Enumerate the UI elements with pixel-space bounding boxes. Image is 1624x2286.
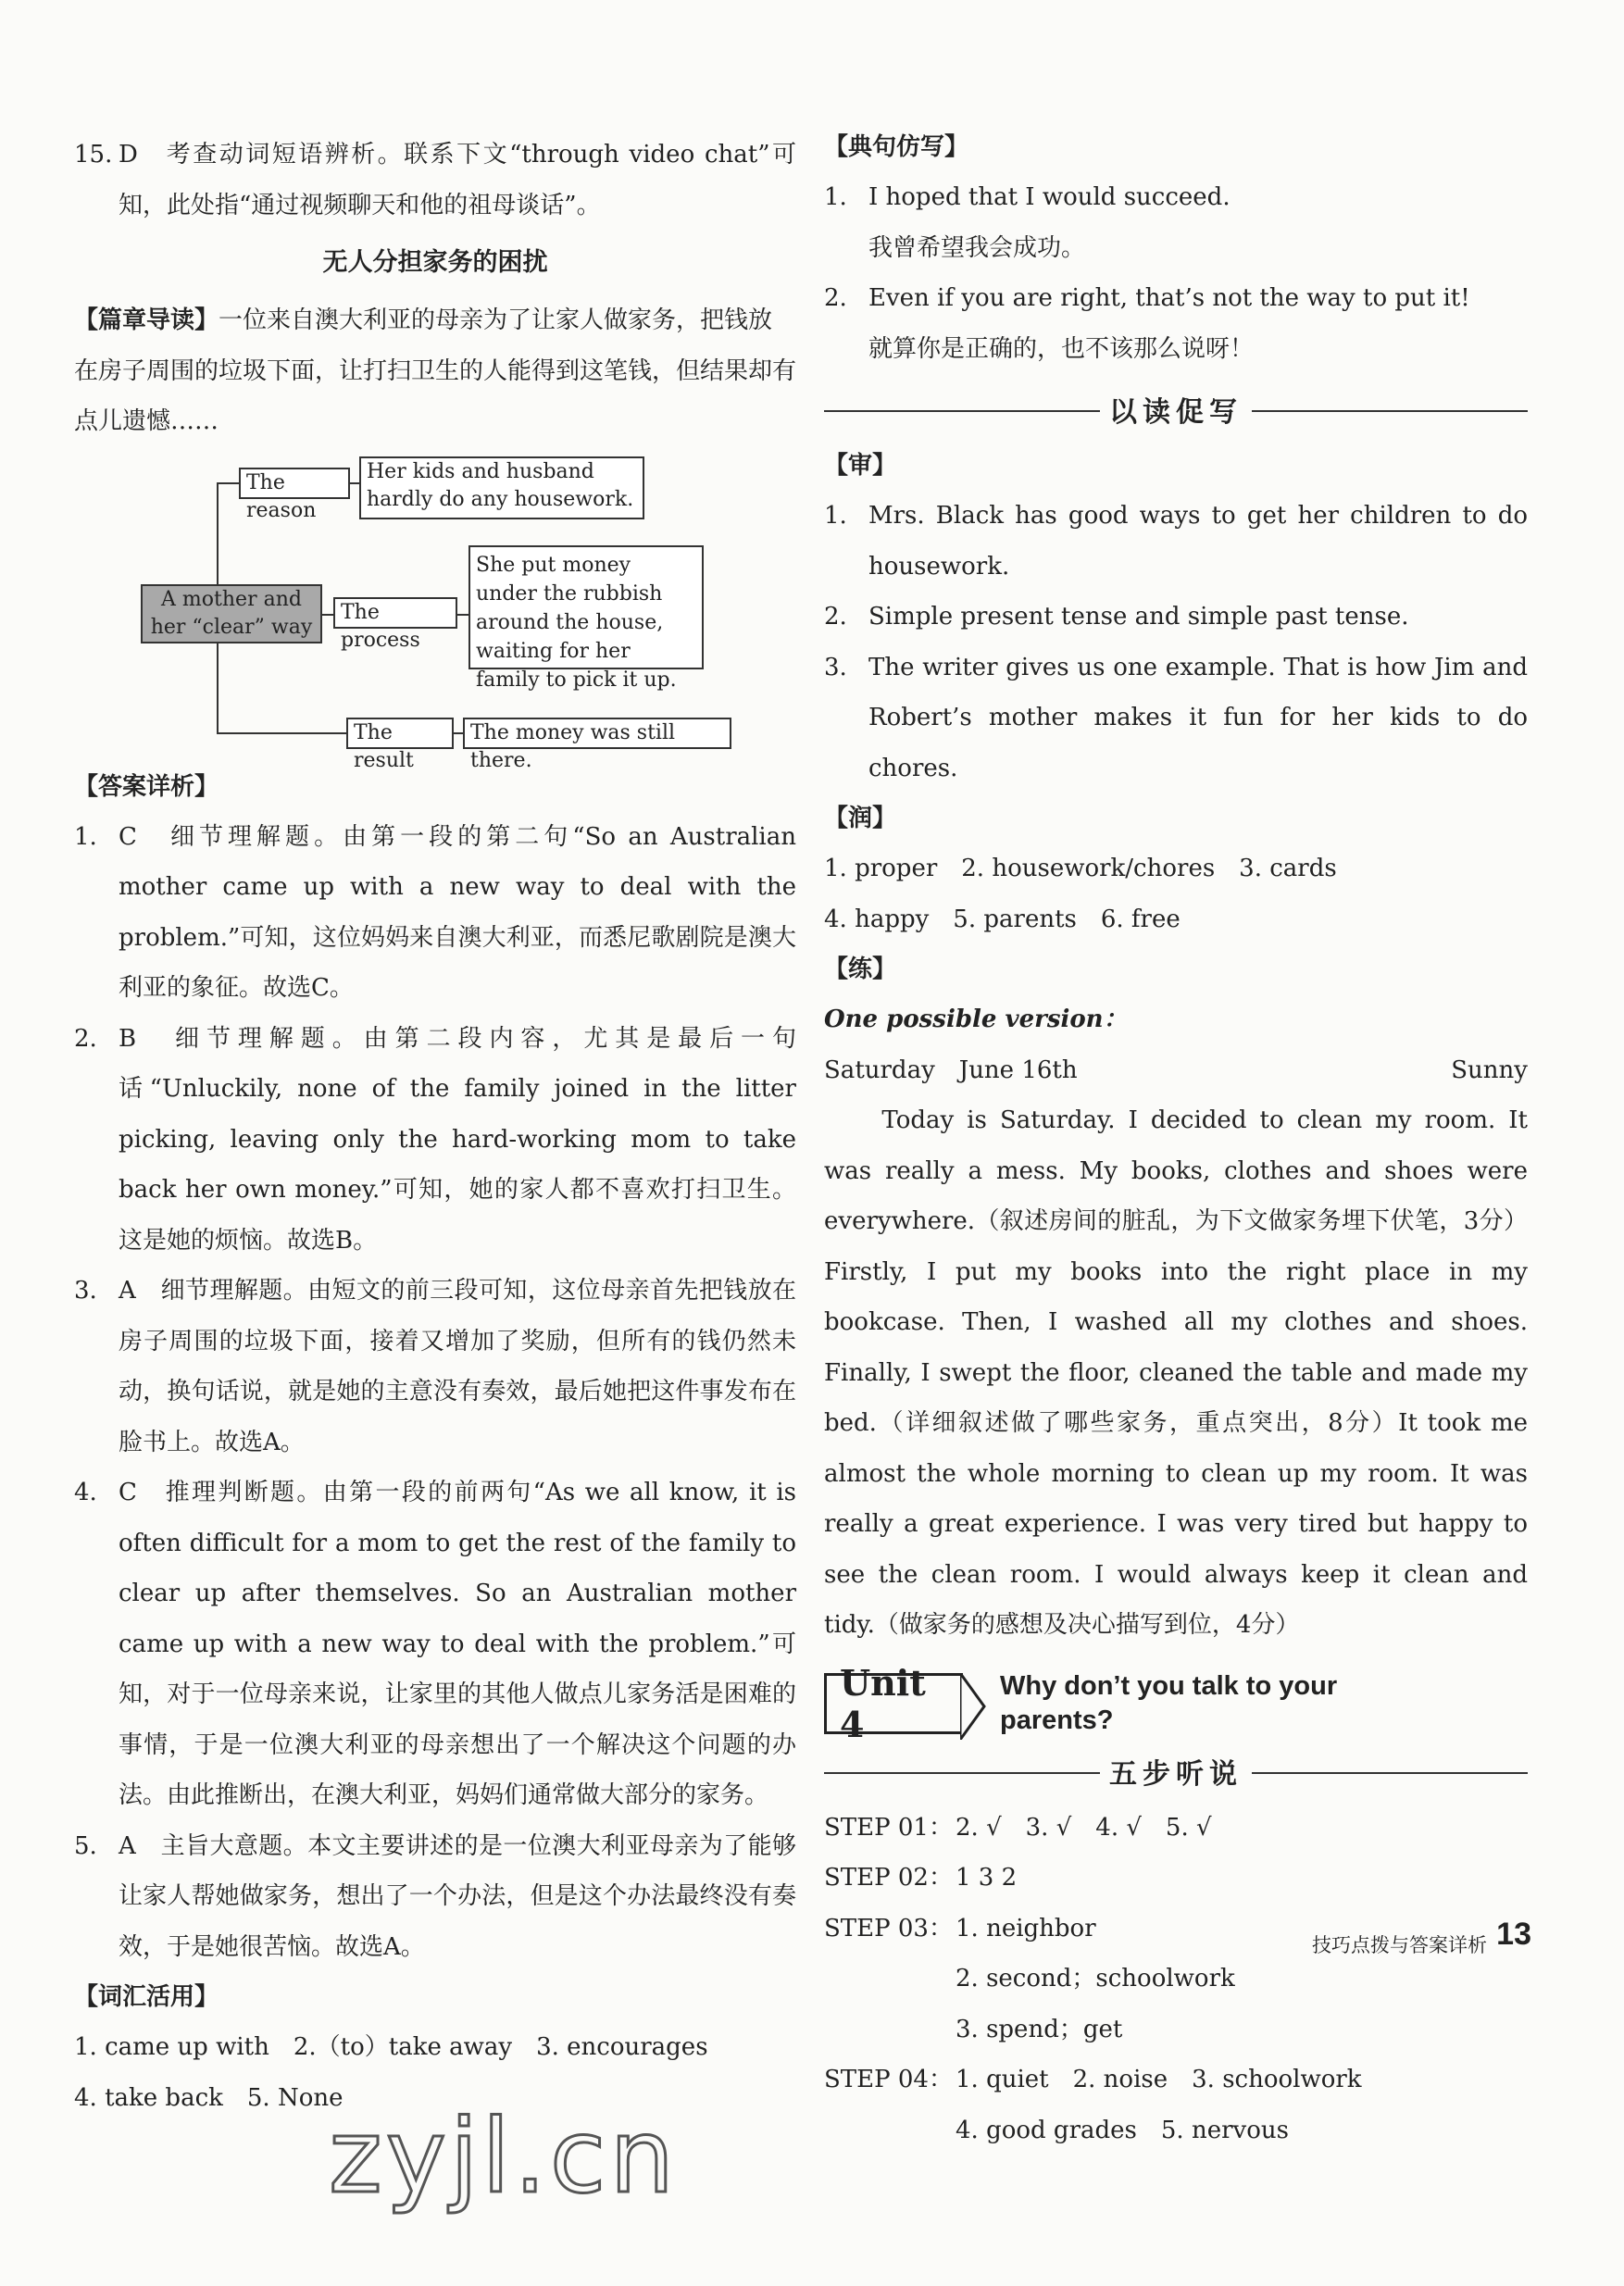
answer-item-15 xyxy=(74,130,796,231)
step-row xyxy=(824,1853,1528,1904)
step-text: 3. spend；get xyxy=(956,2015,1123,2043)
unit-title xyxy=(1000,1669,1337,1738)
unit-badge-label: Unit 4 xyxy=(840,1661,926,1745)
answer-item-2 xyxy=(74,1014,796,1267)
answers-section-label: 【答案详析】 xyxy=(74,772,219,801)
shen-item-2 xyxy=(824,592,1528,643)
diagram-process-text: She put money under the rubbish around the house, waiting for her family to pick it up. xyxy=(468,545,704,669)
item-text: A 主旨大意题。本文主要讲述的是一位澳大利亚母亲为了能够让家人帮她做家务，想出了一个办法，但是这个办法最终没有奏效，于是她很苦恼。故选A。 xyxy=(119,1831,796,1961)
guide-text: 一位来自澳大利亚的母亲为了让家人做家务，把钱放在房子周围的垃圾下面，让打扫卫生的人能得到这笔钱，但结果却有点儿遗憾…… xyxy=(74,306,797,435)
step-label xyxy=(824,1954,956,2005)
step-label xyxy=(824,2005,956,2055)
shen-item-1 xyxy=(824,491,1528,592)
step-label: STEP 03： xyxy=(824,1914,953,1942)
answer-item-1 xyxy=(74,812,796,1014)
step-label: STEP 02： xyxy=(824,1864,953,1892)
item-number: 2. xyxy=(824,284,847,312)
diagram-trunk-line xyxy=(217,482,219,584)
diagram-reason-text: Her kids and husband hardly do any housework. xyxy=(359,456,644,519)
item-text: D 考查动词短语辨析。联系下文“through video chat”可知，此处指“通过视频聊天和他的祖母谈话”。 xyxy=(119,141,796,219)
step-row xyxy=(824,1803,1528,1854)
chapter-guide xyxy=(74,295,796,447)
item-number: 2. xyxy=(824,603,847,631)
step-row xyxy=(824,1954,1528,2005)
section-label: 【篇章导读】 xyxy=(74,306,219,334)
lian-section-label: 【练】 xyxy=(824,956,897,983)
step-text: 2. second；schoolwork xyxy=(956,1965,1235,1992)
diagram-branch-line xyxy=(322,614,333,616)
arrow-icon xyxy=(960,1673,988,1740)
article-title: 无人分担家务的困扰 xyxy=(322,248,548,277)
item-number: 3. xyxy=(74,1277,97,1305)
step-label: STEP 04： xyxy=(824,2066,953,2093)
unit-title-line: Why don’t you talk to your xyxy=(1000,1670,1338,1701)
item-number: 2. xyxy=(74,1024,97,1053)
step-text: 1. neighbor xyxy=(956,1914,1096,1942)
step-text: 1 3 2 xyxy=(956,1864,1018,1892)
item-chinese: 我曾希望我会成功。 xyxy=(868,233,1086,262)
answer-item-3 xyxy=(74,1266,796,1468)
steps-list xyxy=(824,1803,1528,2156)
item-english: I hoped that I would succeed. xyxy=(868,183,1230,211)
step-row xyxy=(824,2055,1528,2105)
imitation-section-label: 【典句仿写】 xyxy=(824,133,969,161)
step-label xyxy=(824,2105,956,2156)
unit-badge xyxy=(824,1661,963,1745)
footer-text: 技巧点拨与答案详析 xyxy=(1312,1934,1487,1956)
version-label: One possible version： xyxy=(824,1006,1128,1033)
vocab-line: 4. take back 5. None xyxy=(74,2083,344,2112)
diagram-reason-label: The reason xyxy=(239,468,350,499)
item-number: 15. xyxy=(74,141,113,169)
item-number: 5. xyxy=(74,1831,97,1860)
diary-weather: Sunny xyxy=(1451,1056,1528,1084)
item-number: 1. xyxy=(824,502,847,530)
answers-list xyxy=(74,812,796,1973)
step-row xyxy=(824,2005,1528,2055)
unit-title-line: parents? xyxy=(1000,1705,1114,1735)
diagram-root-box: A mother and her “clear” way xyxy=(141,584,322,643)
imitation-item-2 xyxy=(824,273,1528,374)
answer-item-4 xyxy=(74,1468,796,1821)
connector xyxy=(457,614,468,616)
item-text: C 推理判断题。由第一段的前两句“As we all know, it is often difficult for a mom to get the rest of the family to clear up after themselves. So an Australian mother came up with a new way to deal with the problem.”可知，对于一位母亲来说，让家里的其他人做点儿家务活是困难的事情，于是一位澳大利亚的母亲想出了一个解决这个问题的办法。由此推断出，在澳大利亚，妈妈们通常做大部分的家务。 xyxy=(119,1479,796,1809)
run-section-label: 【润】 xyxy=(824,805,897,832)
diagram-process-label: The process xyxy=(333,597,457,629)
page-number: 13 xyxy=(1496,1917,1531,1952)
diagram-result-label: The result xyxy=(346,718,454,749)
unit-header xyxy=(824,1661,1528,1745)
step-text: 4. good grades 5. nervous xyxy=(956,2116,1289,2144)
step-text: 1. quiet 2. noise 3. schoolwork xyxy=(956,2066,1362,2093)
item-chinese: 就算你是正确的，也不该那么说呀！ xyxy=(868,334,1255,363)
item-text: B 细节理解题。由第二段内容，尤其是最后一句话“Unluckily, none of the family joined in the litter picking, leaving only the hard-working mom to take back her own money.”可知，她的家人都不喜欢打扫卫生。这是她的烦恼。故选B。 xyxy=(119,1024,796,1255)
diagram-trunk-line xyxy=(217,643,219,732)
connector xyxy=(350,482,359,484)
structure-diagram xyxy=(74,456,796,772)
divider-label: 以读促写 xyxy=(1100,389,1252,430)
answer-item-5 xyxy=(74,1821,796,1973)
shen-item-3 xyxy=(824,643,1528,794)
item-text: A 细节理解题。由短文的前三段可知，这位母亲首先把钱放在房子周围的垃圾下面，接着又增加了奖励，但所有的钱仍然未动，换句话说，就是她的主意没有奏效，最后她把这件事发布在脸书上。故选A。 xyxy=(119,1277,796,1456)
watermark: zyjl.cn xyxy=(329,2097,679,2216)
left-column xyxy=(74,130,796,2123)
connector xyxy=(454,732,463,734)
item-content xyxy=(868,273,1528,374)
step-row xyxy=(824,2105,1528,2156)
item-number: 3. xyxy=(824,653,847,681)
item-number: 1. xyxy=(74,822,97,851)
item-text: Mrs. Black has good ways to get her children to do housework. xyxy=(868,502,1528,581)
divider-label: 五步听说 xyxy=(1100,1751,1252,1792)
item-text: C 细节理解题。由第一段的第二句“So an Australian mother came up with a new way to deal with the problem.”可知，这位妈妈来自澳大利亚，而悉尼歌剧院是澳大利亚的象征。故选C。 xyxy=(119,822,796,1002)
item-content xyxy=(868,172,1528,273)
item-text: Simple present tense and simple past tense. xyxy=(868,603,1409,631)
imitation-item-1 xyxy=(824,172,1528,273)
diagram-branch-line xyxy=(217,732,346,734)
diagram-result-text: The money was still there. xyxy=(463,718,731,749)
diary-header xyxy=(824,1045,1528,1096)
step-text: 2. √ 3. √ 4. √ 5. √ xyxy=(956,1813,1212,1842)
run-line: 1. proper 2. housework/chores 3. cards xyxy=(824,855,1337,882)
section-divider-listening xyxy=(824,1743,1528,1803)
step-label: STEP 01： xyxy=(824,1813,953,1842)
diary-date: Saturday June 16th xyxy=(824,1056,1078,1084)
vocab-section-label: 【词汇活用】 xyxy=(74,1983,219,2011)
section-divider-read-write xyxy=(824,381,1528,441)
run-line: 4. happy 5. parents 6. free xyxy=(824,905,1181,933)
diary-text: Today is Saturday. I decided to clean my room. It was really a mess. My books, clothes and shoes were everywhere.（叙述房间的脏乱，为下文做家务埋下伏笔，3分）Firstly, I put my books into the right place in my bookcase. Then, I washed all my clothes and shoes. Finally, I swept the floor, cleaned the table and made my bed.（详细叙述做了哪些家务，重点突出，8分）It took me almost the whole morning to clean up my room. It was really a great experience. I was very tired but happy to see the clean room. I would always keep it clean and tidy.（做家务的感想及决心描写到位，4分） xyxy=(824,1106,1528,1639)
item-text: The writer gives us one example. That is how Jim and Robert’s mother makes it fun for her kids to do chores. xyxy=(868,653,1528,782)
right-column xyxy=(824,130,1528,2155)
vocab-line: 1. came up with 2.（to）take away 3. encourages xyxy=(74,2033,708,2061)
item-number: 1. xyxy=(824,183,847,211)
shen-section-label: 【审】 xyxy=(824,452,897,480)
item-english: Even if you are right, that’s not the way to put it! xyxy=(868,284,1470,312)
item-number: 4. xyxy=(74,1479,97,1506)
